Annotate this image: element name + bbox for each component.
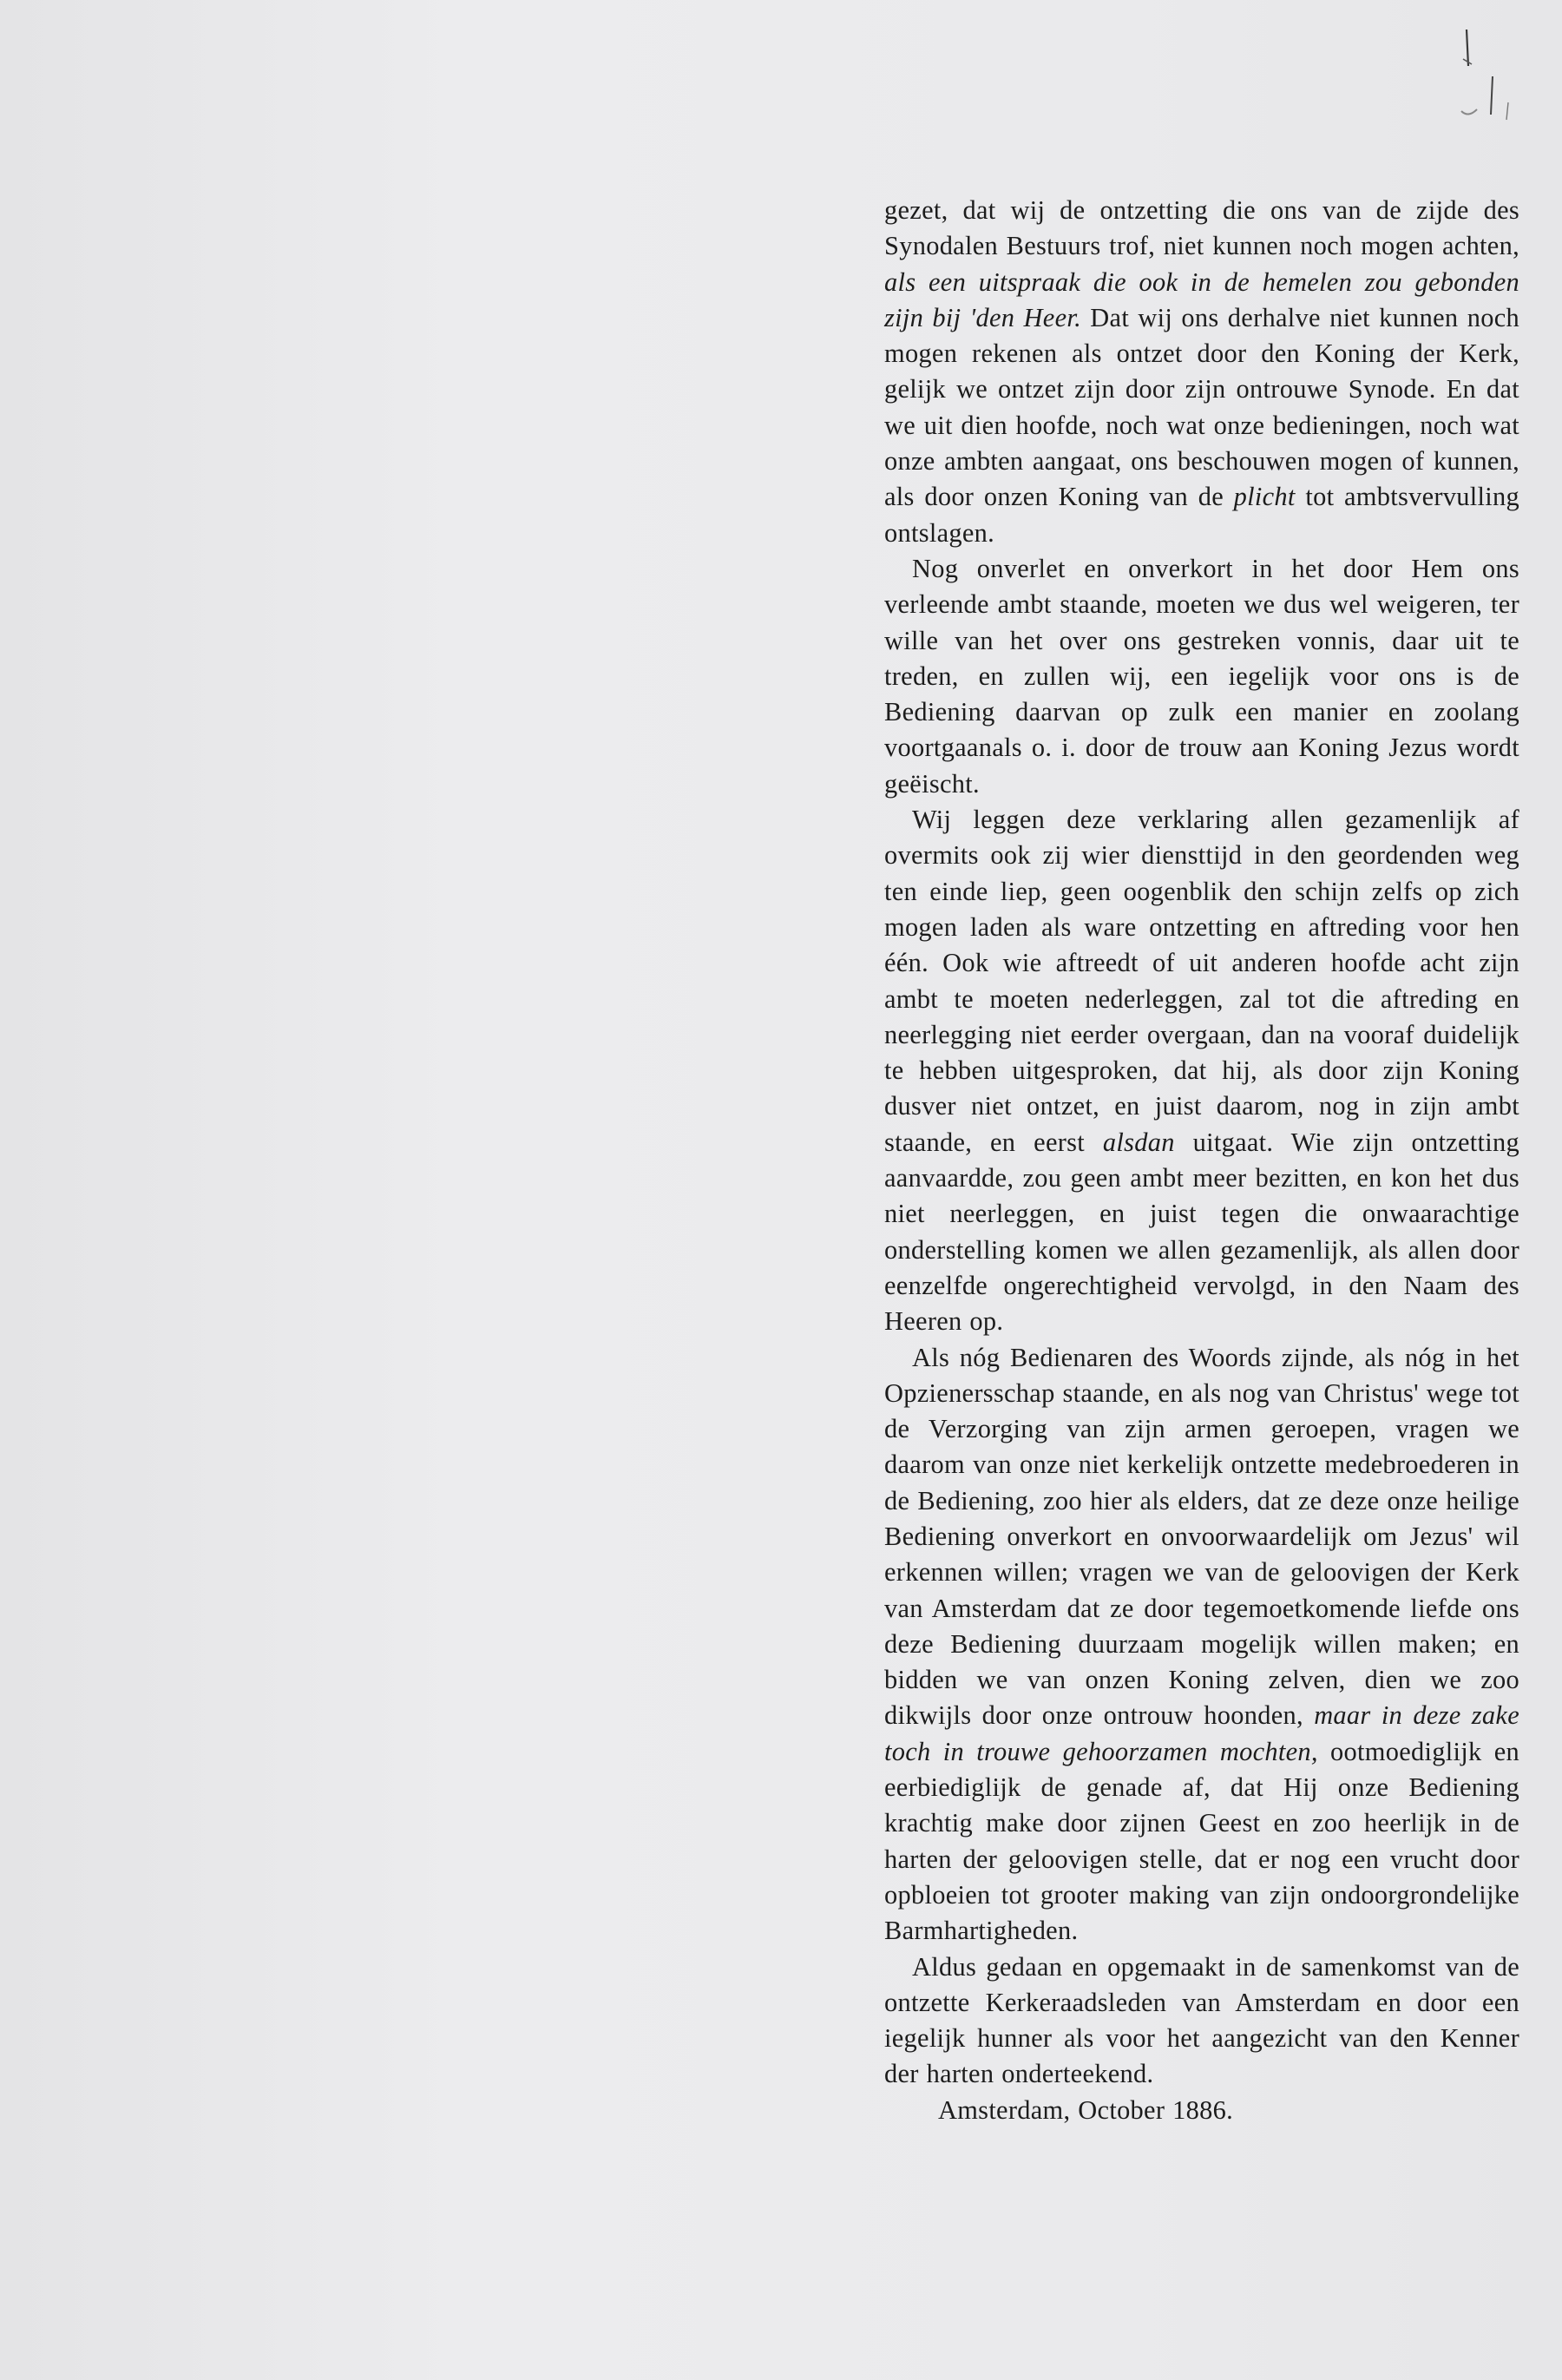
paragraph-3	[884, 802, 1519, 1339]
ink-marks-decoration	[1447, 24, 1534, 128]
place-date-signoff: Amsterdam, October 1886.	[938, 2094, 1234, 2125]
paragraph-3-text-c: uitgaat. Wie zijn ontzetting aanvaardde, zou geen ambt meer bezitten, en kon het dus niet neerleggen, en juist tegen die onwaarachtige onderstelling komen we allen gezamenlijk, als allen door eenzelfde ongerechtigheid vervolgd, in den Naam des Heeren op.	[884, 1127, 1519, 1337]
paragraph-3-italic-word: alsdan	[1102, 1127, 1175, 1157]
paragraph-1	[884, 193, 1519, 551]
paragraph-1-italic-phrase: als een uitspraak die ook in de hemelen zou gebonden zijn bij 'den Heer.	[884, 266, 1519, 332]
paragraph-1-text-a: gezet, dat wij de ontzetting die ons van de zijde des Synodalen Bestuurs trof, niet kunnen noch mogen achten,	[884, 195, 1519, 261]
paragraph-1-text-e: tot ambtsvervulling ontslagen.	[884, 482, 1519, 548]
paragraph-1-text-c: Dat wij ons derhalve niet kunnen noch mogen rekenen als ontzet door den Koning der Kerk, gelijk we ontzet zijn door zijn ontrouwe Synode. En dat we uit dien hoofde, noch wat onze bedieningen, noch wat onze ambten aangaat, ons beschouwen mogen of kunnen, als door onzen Koning van de	[884, 302, 1519, 512]
paragraph-4-italic-phrase: maar in deze zake toch in trouwe gehoorzamen mochten,	[884, 1700, 1519, 1766]
paragraph-5: Aldus gedaan en opgemaakt in de samenkomst van de ontzette Kerkeraadsleden van Amsterdam en door een iegelijk hunner als voor het aangezicht van den Kenner der harten onderteekend.	[884, 1951, 1519, 2089]
paragraph-4-text-a: Als nóg Bedienaren des Woords zijnde, als nóg in het Opzienersschap staande, en als nog van Christus' wege tot de Verzorging van zijn armen geroepen, vragen we daarom van onze niet kerkelijk ontzette medebroederen in de Bediening, zoo hier als elders, dat ze deze onze heilige Bediening onverkort en onvoorwaardelijk om Jezus' wil erkennen willen; vragen we van de geloovigen der Kerk van Amsterdam dat ze door tegemoetkomende liefde ons deze Bediening duurzaam mogelijk willen maken; en bidden we van onzen Koning zelven, dien we zoo dikwijls door onze ontrouw hoonden,	[884, 1342, 1519, 1731]
paragraph-4	[884, 1340, 1519, 1949]
paragraph-1-italic-word: plicht	[1233, 482, 1296, 512]
paragraph-2: Nog onverlet en onverkort in het door Hem ons verleende ambt staande, moeten we dus wel weigeren, ter wille van het over ons gestreken vonnis, daar uit te treden, en zullen wij, een iegelijk voor ons is de Bediening daarvan op zulk een manier en zoolang voortgaanals o. i. door de trouw aan Koning Jezus wordt geëischt.	[884, 553, 1519, 799]
paragraph-3-text-a: Wij leggen deze verklaring allen gezamenlijk af overmits ook zij wier diensttijd in den geordenden weg ten einde liep, geen oogenblik den schijn zelfs op zich mogen laden als ware ontzetting en aftreding voor hen één. Ook wie aftreedt of uit anderen hoofde acht zijn ambt te moeten nederleggen, zal tot die aftreding en neerlegging niet eerder overgaan, dan na vooraf duidelijk te hebben uitgesproken, dat hij, als door zijn Koning dusver niet ontzet, en juist daarom, nog in zijn ambt staande, en eerst	[884, 805, 1519, 1157]
paragraph-4-text-c: ootmoediglijk en eerbiediglijk de genade af, dat Hij onze Bediening krachtig make door zijnen Geest en zoo heerlijk in de harten der geloovigen stelle, dat er nog een vrucht door opbloeien tot grooter making van zijn ondoorgrondelijke Barmhartigheden.	[884, 1736, 1519, 1946]
text-column	[884, 193, 1519, 2128]
